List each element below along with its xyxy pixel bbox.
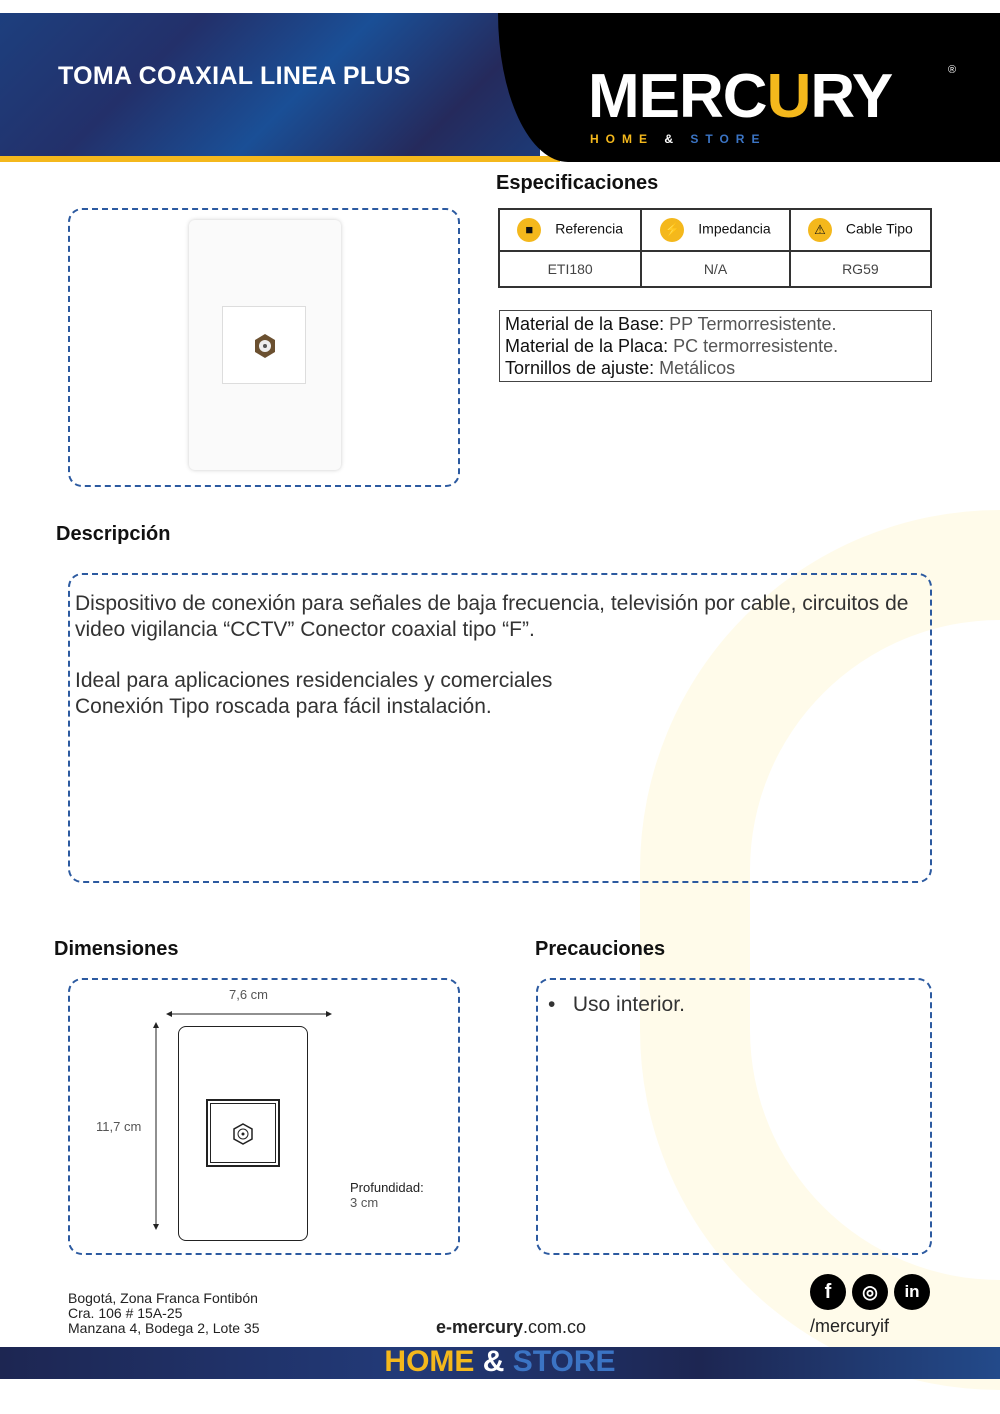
spec-value: ETI180 bbox=[499, 251, 641, 287]
material-line: Material de la Placa: PC termorresistente. bbox=[505, 336, 839, 356]
website-link[interactable]: e-mercury.com.co bbox=[436, 1317, 587, 1337]
height-arrow bbox=[150, 1022, 162, 1230]
spec-header-cable: ⚠ Cable Tipo bbox=[790, 209, 931, 251]
coax-connector-icon bbox=[208, 1101, 278, 1165]
header-stripe bbox=[0, 156, 560, 162]
depth-label: Profundidad: 3 cm bbox=[350, 1180, 424, 1210]
width-label: 7,6 cm bbox=[229, 987, 269, 1002]
dimension-module bbox=[206, 1099, 280, 1167]
tag-icon: ■ bbox=[517, 218, 541, 242]
description-text: Dispositivo de conexión para señales de baja frecuencia, televisión por cable, circuitos de video vigilancia “CCTV” Conector coaxial tipo “F”. Ideal para aplicaciones residenciales y comerciales Conexión Tipo roscada para fácil instalación. bbox=[75, 592, 909, 718]
coax-connector-icon bbox=[223, 307, 307, 385]
spec-header-impedancia: ⚡ Impedancia bbox=[641, 209, 789, 251]
lightning-icon: ⚡ bbox=[660, 218, 684, 242]
footer-slogan: HOME & STORE bbox=[384, 1345, 616, 1378]
specs-heading: Especificaciones bbox=[496, 172, 659, 194]
width-arrow bbox=[166, 1008, 332, 1020]
spec-header-referencia: ■ Referencia bbox=[499, 209, 641, 251]
height-label: 11,7 cm bbox=[96, 1119, 142, 1134]
precaution-item: • Uso interior. bbox=[548, 993, 685, 1016]
facebook-icon[interactable]: f bbox=[810, 1274, 846, 1310]
product-title: TOMA COAXIAL LINEA PLUS bbox=[58, 62, 411, 90]
material-line: Tornillos de ajuste: Metálicos bbox=[505, 358, 736, 378]
description-heading: Descripción bbox=[56, 523, 171, 545]
address: Bogotá, Zona Franca Fontibón Cra. 106 # 15A-25 Manzana 4, Bodega 2, Lote 35 bbox=[68, 1290, 260, 1336]
logo-subtitle: HOME & STORE bbox=[590, 132, 767, 146]
materials-box bbox=[499, 310, 932, 382]
spec-value: RG59 bbox=[790, 251, 931, 287]
linkedin-icon[interactable]: in bbox=[894, 1274, 930, 1310]
specs-table bbox=[498, 208, 932, 288]
spec-value: N/A bbox=[641, 251, 789, 287]
precautions-heading: Precauciones bbox=[535, 938, 666, 960]
registered-mark: ® bbox=[948, 64, 957, 76]
social-icons bbox=[810, 1274, 930, 1310]
warning-icon: ⚠ bbox=[808, 218, 832, 242]
dimensions-heading: Dimensiones bbox=[54, 938, 179, 960]
social-handle: /mercuryif bbox=[810, 1316, 890, 1336]
coax-module bbox=[222, 306, 306, 384]
material-line: Material de la Base: PP Termorresistente. bbox=[505, 314, 837, 334]
brand-logo: MERCURY bbox=[588, 62, 893, 131]
instagram-icon[interactable]: ◎ bbox=[852, 1274, 888, 1310]
precautions-frame bbox=[536, 978, 932, 1255]
